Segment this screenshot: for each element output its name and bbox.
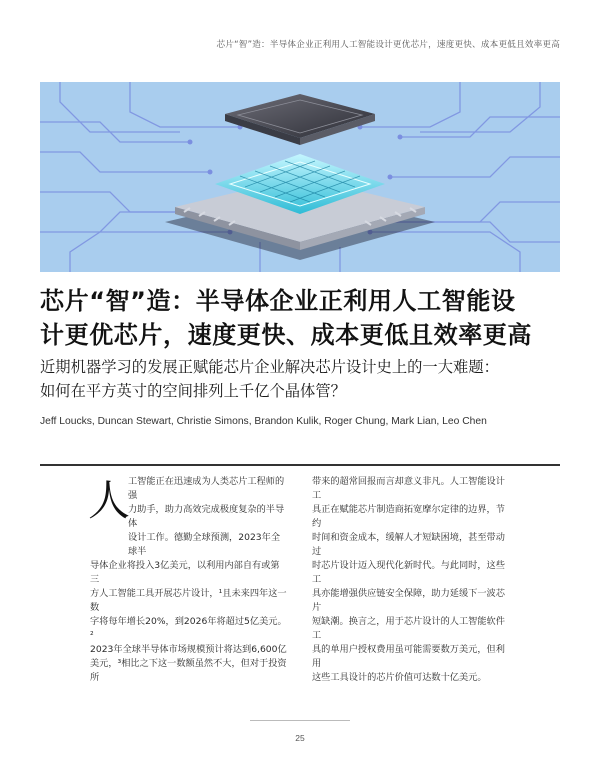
article-subtitle-line-2: 如何在平方英寸的空间排列上千亿个晶体管？: [40, 382, 346, 400]
article-subtitle-line-1: 近期机器学习的发展正赋能芯片企业解决芯片设计史上的一大难题：: [40, 358, 499, 376]
body-line: 导体企业将投入3亿美元，以利用内部自有或第三: [90, 560, 280, 585]
hero-chip-illustration: [40, 82, 560, 272]
body-line: 2023年全球半导体市场规模预计将达到6,600亿: [90, 644, 287, 655]
chip-circuit-graphic: [40, 82, 560, 272]
body-line: 具正在赋能芯片制造商拓宽摩尔定律的边界，节约: [312, 504, 505, 529]
body-line: 时间和资金成本，缓解人才短缺困境，甚至带动过: [312, 532, 505, 557]
body-line: 美元，³相比之下这一数额虽然不大，但对于投资所: [90, 658, 287, 683]
footer-divider: [250, 720, 350, 721]
body-line: 字将每年增长20%，到2026年将超过5亿美元。²: [90, 616, 287, 641]
body-line: 时芯片设计迈入现代化新时代。与此同时，这些工: [312, 560, 505, 585]
section-divider: [40, 464, 560, 466]
body-line: 工智能正在迅速成为人类芯片工程师的强: [128, 476, 285, 501]
body-line: 方人工智能工具开展芯片设计，¹且未来四年这一数: [90, 588, 287, 613]
body-line: 短缺潮。换言之，用于芯片设计的人工智能软件工: [312, 616, 505, 641]
article-title: [40, 284, 565, 352]
body-line: 设计工作。德勤全球预测，2023年全球半: [128, 532, 281, 557]
page-number: 25: [295, 733, 305, 743]
body-line: 具的单用户授权费用虽可能需要数万美元，但利用: [312, 644, 505, 669]
article-subtitle: [40, 355, 565, 403]
author-list: Jeff Loucks, Duncan Stewart, Christie Simons, Brandon Kulik, Roger Chung, Mark Lian, Leo Chen: [40, 416, 487, 427]
article-title-line-2: 计更优芯片，速度更快、成本更低且效率更高: [40, 321, 532, 349]
article-title-line-1: 芯片“智”造：半导体企业正利用人工智能设: [40, 287, 516, 315]
drop-cap: 人: [88, 476, 131, 525]
running-head: 芯片“智”造：半导体企业正利用人工智能设计更优芯片，速度更快、成本更低且效率更高: [216, 40, 560, 50]
body-line: 这些工具设计的芯片价值可达数十亿美元。: [312, 672, 487, 683]
body-column-left: [90, 475, 288, 685]
body-line: 带来的超常回报而言却意义非凡。人工智能设计工: [312, 476, 505, 501]
body-line: 力助手，助力高效完成极度复杂的半导体: [128, 504, 285, 529]
body-line: 具亦能增强供应链安全保障，助力延缓下一波芯片: [312, 588, 505, 613]
body-column-right: [312, 475, 510, 685]
